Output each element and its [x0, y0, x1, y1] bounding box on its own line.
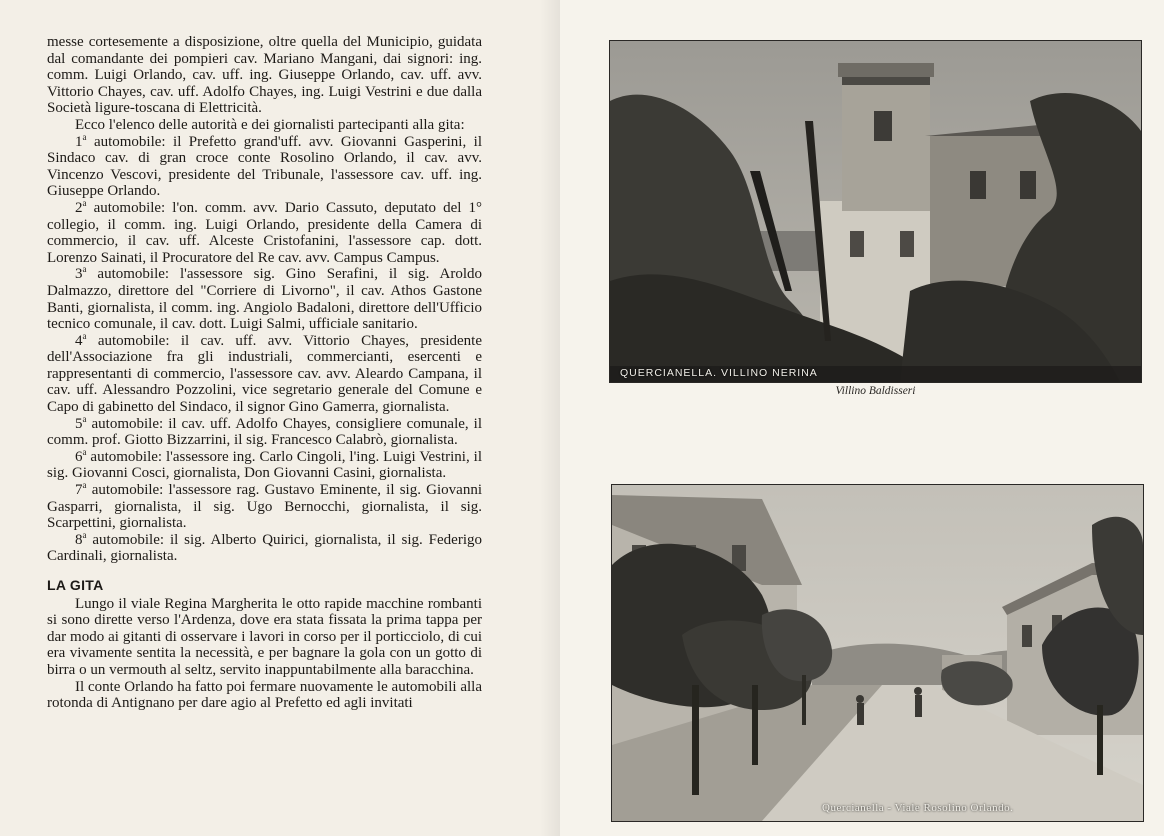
car-list-item: [47, 482, 482, 532]
paragraph-vehicles: messe cortesemente a disposizione, oltre quella del Municipio, guidata dal comandante dei pompieri cav. Mariano Mangani, dai signori: ing. comm. Luigi Orlando, cav. uff. ing. Giuseppe Orlando, cav. uff. avv. Vittorio Chayes, cav. uff. Adolfo Chayes, ing. Luigi Vestrini e due dalla Società ligure-toscana di Elettricità.: [47, 34, 482, 117]
paragraph-trip-continued: Il conte Orlando ha fatto poi fermare nuovamente le automobili alla rotonda di Antignano per dare agio al Prefetto ed agli invitati: [47, 678, 482, 712]
car-ordinal-suffix: a: [82, 413, 87, 424]
car-list: [47, 131, 482, 565]
car-number: 8: [75, 531, 83, 548]
car-ordinal-suffix: a: [82, 480, 87, 491]
section-heading: LA GITA: [47, 577, 104, 593]
car-passengers: automobile: l'on. comm. avv. Dario Cassuto, deputato del 1° collegio, il comm. ing. Luigi Orlando, presidente della Camera di commercio, il cav. uff. Alceste Cristofanini, l'assessore cap. dott. Lorenzo Sainati, il Procuratore del Re cav. avv. Campus Campus.: [47, 199, 482, 266]
car-ordinal-suffix: a: [82, 529, 87, 540]
car-number: 4: [75, 332, 83, 349]
car-list-item: [47, 131, 482, 200]
car-number: 2: [75, 199, 83, 216]
villa-photo-illustration: [610, 41, 1141, 382]
photo-viale: [612, 485, 1143, 821]
car-number: 5: [75, 415, 83, 432]
car-ordinal-suffix: a: [82, 330, 87, 341]
car-list-item: [47, 266, 482, 332]
photo-villino-label: QUERCIANELLA. VILLINO NERINA: [620, 367, 818, 379]
car-passengers: automobile: il sig. Alberto Quirici, giornalista, il sig. Federigo Cardinali, giornalista.: [47, 531, 482, 565]
avenue-photo-illustration: [612, 485, 1143, 821]
photo-caption: Villino Baldisseri: [835, 385, 916, 397]
paragraph-list-intro: Ecco l'elenco delle autorità e dei giornalisti partecipanti alla gita:: [75, 116, 465, 133]
car-number: 6: [75, 448, 83, 465]
car-list-item: [47, 529, 482, 565]
paragraph-trip: Lungo il viale Regina Margherita le otto rapide macchine rombanti si sono dirette verso l'Ardenza, dove era stata fissata la prima tappa per dar modo ai gitanti di osservare i lavori in corso per il porticciolo, di cui era vivamente sentita la necessità, e per bagnare la gola con un gotto di birra o un vermouth al seltz, servito inappuntabilmente alla baracchina.: [47, 595, 482, 678]
car-list-item: [47, 197, 482, 266]
car-passengers: automobile: l'assessore sig. Gino Serafini, il sig. Aroldo Dalmazzo, direttore del "Corriere di Livorno", il cav. Athos Gastone Banti, giornalista, il comm. ing. Angiolo Badaloni, direttore dell'Ufficio tecnico comunale, il cav. dott. Luigi Salmi, ufficiale sanitario.: [47, 266, 482, 333]
car-passengers: automobile: il Prefetto grand'uff. avv. Giovanni Gasperini, il Sindaco cav. di gran croce conte Rosolino Orlando, il cav. avv. Vincenzo Vescovi, presidente del Tribunale, l'assessore cav. uff. ing. Giuseppe Orlando.: [47, 133, 482, 200]
car-ordinal-suffix: a: [82, 197, 87, 208]
car-ordinal-suffix: a: [82, 131, 87, 142]
car-passengers: automobile: l'assessore rag. Gustavo Eminente, il sig. Giovanni Gasparri, giornalista, il sig. Ugo Bernocchi, giornalista, il sig. Scarpettini, giornalista.: [47, 482, 482, 532]
car-number: 7: [75, 482, 83, 499]
car-ordinal-suffix: a: [82, 264, 87, 275]
car-list-item: [47, 330, 482, 416]
car-passengers: automobile: l'assessore ing. Carlo Cingoli, l'ing. Luigi Vestrini, il sig. Giovanni Cosci, giornalista, Don Giovanni Casini, giornalista.: [47, 448, 482, 482]
car-ordinal-suffix: a: [82, 446, 87, 457]
photo-villino: [610, 41, 1141, 382]
car-number: 1: [75, 133, 83, 150]
car-list-item: [47, 413, 482, 449]
car-number: 3: [75, 266, 83, 283]
car-passengers: automobile: il cav. uff. avv. Vittorio Chayes, presidente dell'Associazione fra gli industriali, commercianti, esercenti e rappresentanti di commercio, l'assessore cav. avv. Aleardo Campana, il cav. uff. Alessandro Pozzolini, vice segretario generale del Comune e Capo di gabinetto del Sindaco, il signor Gino Gamerra, giornalista.: [47, 332, 482, 416]
car-passengers: automobile: il cav. uff. Adolfo Chayes, consigliere comunale, il comm. prof. Giotto Bizzarrini, il sig. Francesco Calabrò, giornalista.: [47, 415, 482, 449]
photo-viale-label: Quercianella - Viale Rosolino Orlando.: [822, 802, 1014, 814]
article-text: [47, 34, 482, 712]
car-list-item: [47, 446, 482, 482]
